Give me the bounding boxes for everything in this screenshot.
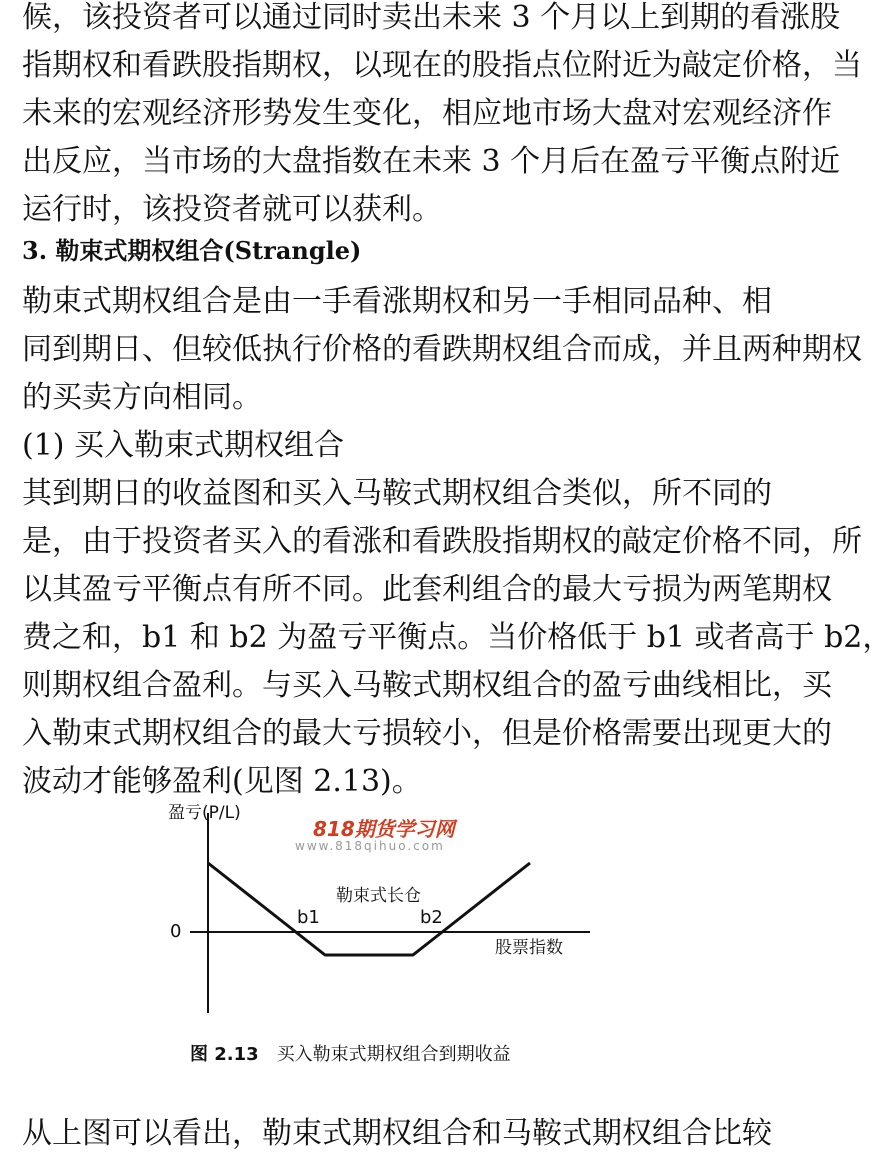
breakeven-b1-label: b1 xyxy=(297,907,320,928)
text-line: 运行时，该投资者就可以获利。 xyxy=(22,192,442,227)
text-line: 同到期日、但较低执行价格的看跌期权组合而成，并且两种期权 xyxy=(22,332,862,367)
text-line: 指期权和看跌股指期权，以现在的股指点位附近为敲定价格，当 xyxy=(22,48,862,83)
section-heading: 3. 勒束式期权组合(Strangle) xyxy=(22,236,362,265)
text-line: 费之和，b1 和 b2 为盈亏平衡点。当价格低于 b1 或者高于 b2， xyxy=(22,620,892,655)
text-line: 出反应，当市场的大盘指数在未来 3 个月后在盈亏平衡点附近 xyxy=(22,144,841,179)
text-line: 是，由于投资者买入的看涨和看跌股指期权的敲定价格不同，所 xyxy=(22,524,862,559)
figure-caption xyxy=(190,1040,511,1066)
caption-text: 买入勒束式期权组合到期收益 xyxy=(276,1044,511,1065)
text-line: 入勒束式期权组合的最大亏损较小，但是价格需要出现更大的 xyxy=(22,716,832,751)
zero-tick-label: 0 xyxy=(170,921,182,942)
payoff-curve-line xyxy=(208,863,530,955)
text-line: 则期权组合盈利。与买入马鞍式期权组合的盈亏曲线相比，买 xyxy=(22,668,832,703)
paragraph-4-line: 从上图可以看出，勒束式期权组合和马鞍式期权组合比较 xyxy=(22,1116,772,1151)
text-line: 未来的宏观经济形势发生变化，相应地市场大盘对宏观经济作 xyxy=(22,96,832,131)
text-line: 波动才能够盈利(见图 2.13)。 xyxy=(22,764,422,799)
text-line: 以其盈亏平衡点有所不同。此套利组合的最大亏损为两笔期权 xyxy=(22,572,832,607)
caption-number: 图 2.13 xyxy=(190,1044,259,1065)
breakeven-b2-label: b2 xyxy=(420,907,443,928)
sub-heading: (1) 买入勒束式期权组合 xyxy=(22,428,345,463)
text-line: 其到期日的收益图和买入马鞍式期权组合类似，所不同的 xyxy=(22,476,772,511)
watermark-logo-text: 818期货学习网 xyxy=(313,817,455,841)
text-line: 的买卖方向相同。 xyxy=(22,380,262,415)
curve-label: 勒束式长仓 xyxy=(336,886,421,906)
watermark-url: www.818qihuo.com xyxy=(295,839,445,853)
y-axis-label: 盈亏(P/L) xyxy=(168,803,241,823)
x-axis-label: 股票指数 xyxy=(495,938,563,958)
text-line: 勒束式期权组合是由一手看涨期权和另一手相同品种、相 xyxy=(22,284,772,319)
text-line: 候，该投资者可以通过同时卖出未来 3 个月以上到期的看涨股 xyxy=(22,0,841,35)
